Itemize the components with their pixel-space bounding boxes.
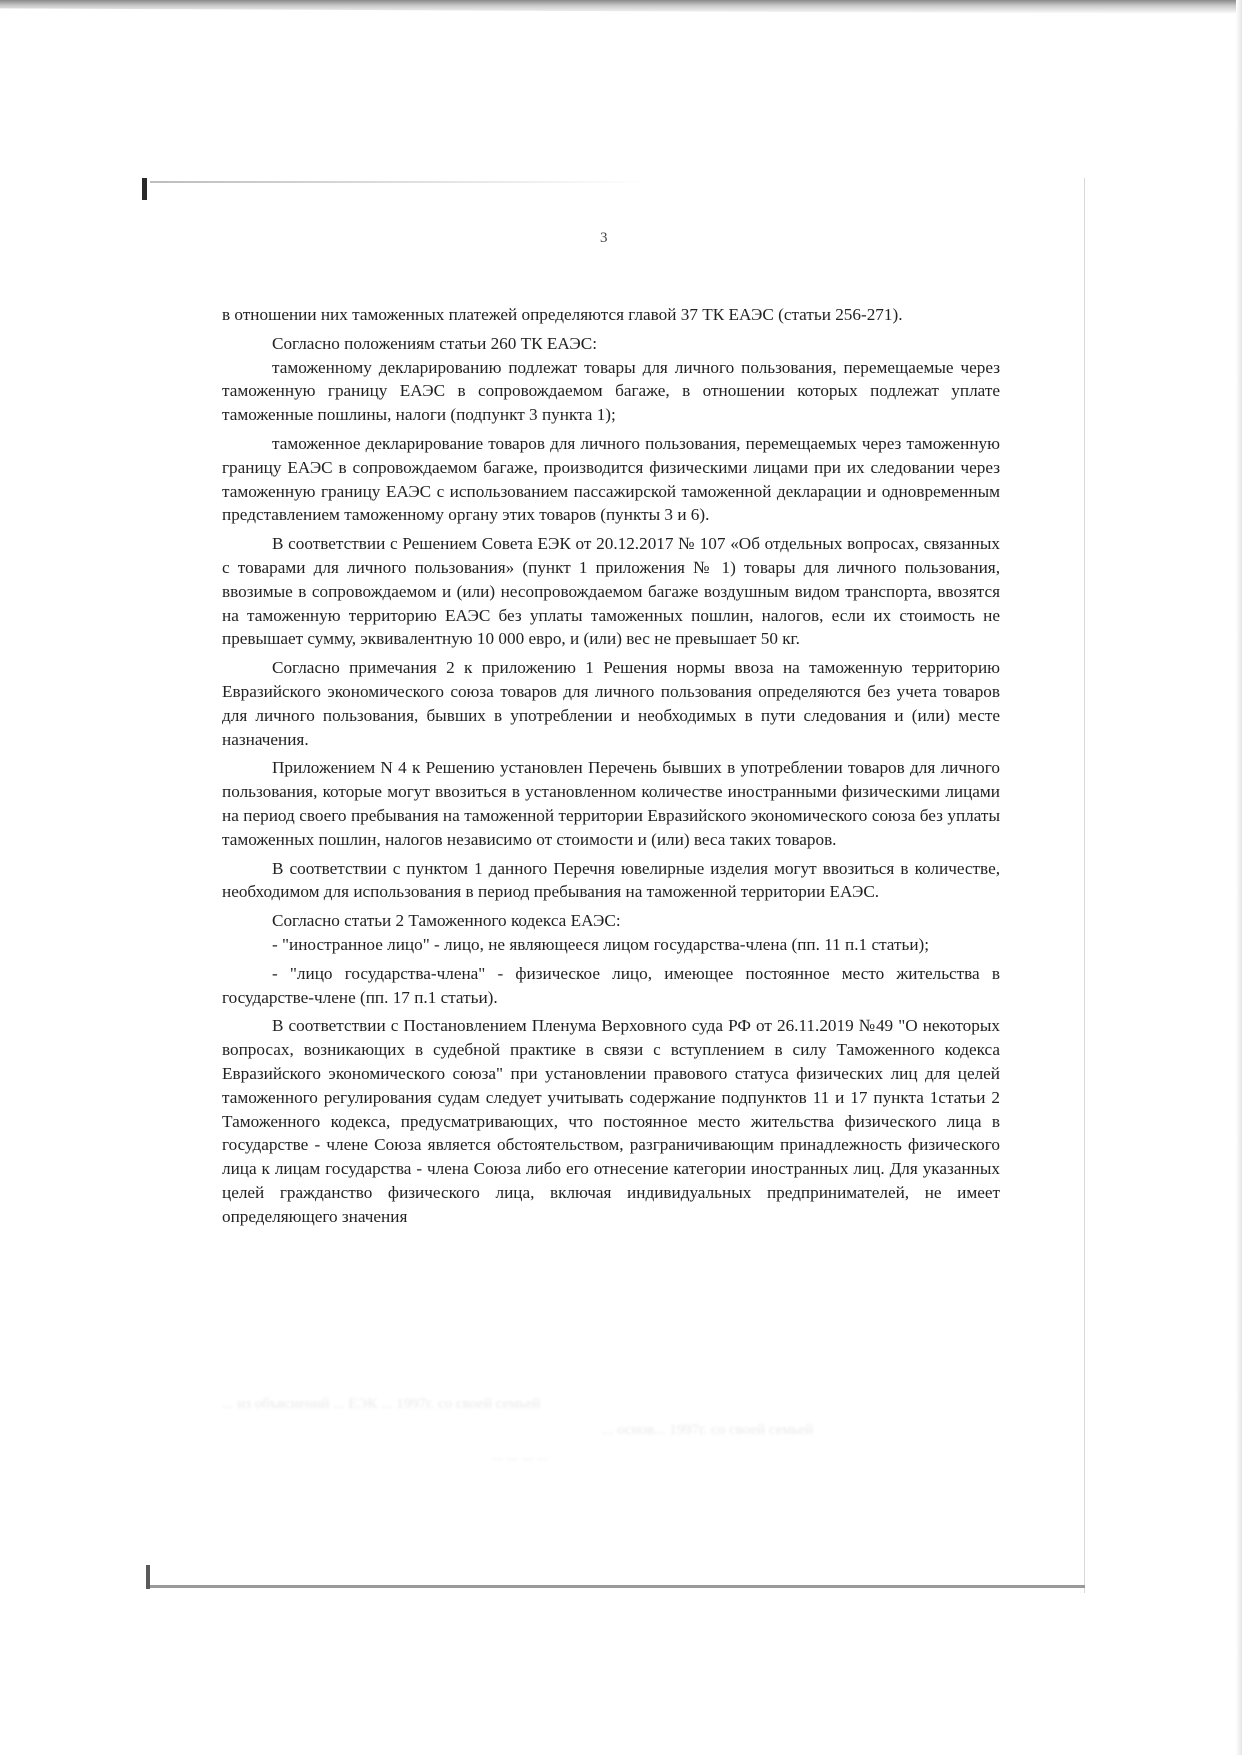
paragraph-10: - "иностранное лицо" - лицо, не являющееся лицом государства-члена (пп. 11 п.1 статьи);: [272, 934, 930, 954]
paragraph-3: таможенному декларированию подлежат товары для личного пользования, перемещаемые через таможенную границу ЕАЭС в сопровождаемом багаже, в отношении которых подлежат уплате таможенные пошлины, налоги (подпункт 3 пункта 1);: [222, 357, 1000, 425]
paragraph-7: Приложением N 4 к Решению установлен Перечень бывших в употреблении товаров для личного пользования, которые могут ввозиться в установленном количестве иностранными физическими лицами на период своего пребывания на таможенной территории Евразийского экономического союза без уплаты таможенных пошлин, налогов независимо от стоимости и (или) веса таких товаров.: [222, 758, 1000, 849]
scan-mark-bottom-line: [150, 1585, 1085, 1588]
paragraph-4: таможенное декларирование товаров для личного пользования, перемещаемых через таможенную границу ЕАЭС в сопровождаемом багаже, производится физическими лицами при их следовании через таможенную границу ЕАЭС с использованием пассажирской таможенной декларации и одновременным представлением таможенному органу этих товаров (пункты 3 и 6).: [222, 433, 1000, 525]
page-number: 3: [600, 230, 608, 246]
paragraph-9: Согласно статьи 2 Таможенного кодекса ЕАЭС:: [272, 911, 621, 931]
paragraph-8: В соответствии с пунктом 1 данного Перечня ювелирные изделия могут ввозиться в количестве, необходимом для использования в период пребывания на таможенной территории ЕАЭС.: [222, 858, 1000, 902]
scan-mark-top-line: [150, 181, 650, 183]
paragraph-5: В соответствии с Решением Совета ЕЭК от 20.12.2017 № 107 «Об отдельных вопросах, связанных с товарами для личного пользования» (пункт 1 приложения № 1) товары для личного пользования, ввозимые в сопровождаемом и (или) несопровождаемом багаже воздушным видом транспорта, ввозятся на таможенную территорию ЕАЭС без уплаты таможенных пошлин, налогов, если их стоимость не превышает сумму, эквивалентную 10 000 евро, и (или) вес не превышает 50 кг.: [222, 534, 1000, 649]
redaction-cover: [222, 1396, 1000, 1410]
scan-mark-top-left: [142, 178, 147, 200]
scan-shadow-top: [0, 0, 1242, 14]
paragraph-12: В соответствии с Постановлением Пленума Верховного суда РФ от 26.11.2019 №49 "О некоторых вопросах, возникающих в судебной практике в связи с вступлением в силу Таможенного кодекса Евразийского экономического союза" при установлении правового статуса физических лиц для целей таможенного регулирования судам следует учитывать содержание подпунктов 11 и 17 пункта 1статьи 2 Таможенного кодекса, предусматривающих, что постоянное место жительства физического лица в государстве - члене Союза является обстоятельством, разграничивающим принадлежность физического лица к лицам государства - члена Союза либо его отнесение категории иностранных лиц. Для указанных целей гражданство физического лица, включая индивидуальных предпринимателей, не имеет определяющего значения: [222, 1016, 1000, 1226]
scan-shadow-right: [1236, 0, 1242, 1755]
paragraph-6: Согласно примечания 2 к приложению 1 Решения нормы ввоза на таможенную территорию Евразийского экономического союза товаров для личного пользования определяются без учета товаров для личного пользования, бывших в употреблении и необходимых в пути следования и (или) месте назначения.: [222, 658, 1000, 749]
paragraph-2: Согласно положениям статьи 260 ТК ЕАЭС:: [272, 333, 597, 353]
paragraph-11: - "лицо государства-члена" - физическое лицо, имеющее постоянное место жительства в государстве-члене (пп. 17 п.1 статьи).: [222, 963, 1000, 1007]
redaction-cover: [222, 1422, 1000, 1436]
document-body: [222, 303, 1000, 1228]
paragraph-1: в отношении них таможенных платежей определяются главой 37 ТК ЕАЭС (статьи 256-271).: [222, 305, 903, 324]
redacted-block: [222, 1392, 1000, 1472]
redaction-cover: [222, 1448, 1000, 1462]
